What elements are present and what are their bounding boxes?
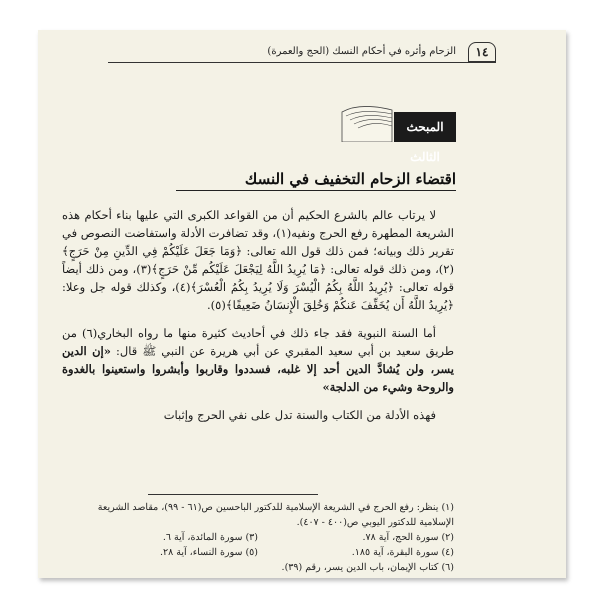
footnote-1: (١) ينظر: رفع الحرج في الشريعة الإسلامية للدكتور الباحسين ص(٦١ - ٩٩)، مقاصد الشريعة الإسلامية للدكتور اليوبي ص(٤٠٠ - ٤٠٧). [97, 502, 454, 528]
section-pages-ornament [340, 102, 394, 142]
book-page [38, 30, 566, 578]
paragraph-3: فهذه الأدلة من الكتاب والسنة تدل على نفي الحرج وإثبات [163, 408, 436, 422]
footnote-6: (٦) كتاب الإيمان، باب الدين يسر، رقم (٣٩). [281, 562, 454, 573]
footnote-row-2 [62, 530, 454, 545]
hadith-text: «إن الدين يسر، ولن يُشادَّ الدين أحد إلا غلبه، فسددوا وقاربوا وأبشروا واستعينوا بالغدوة والروحة وشيء من الدلجة» [62, 344, 454, 394]
paragraph-2-text: أما السنة النبوية فقد جاء ذلك في أحاديث كثيرة منها ما رواه البخاري(٦) من طريق سعيد بن أبي سعيد المقبري عن أبي هريرة عن النبي ﷺ قال: [62, 326, 454, 358]
running-title: الزحام وأثره في أحكام النسك (الحج والعمرة) [267, 46, 456, 57]
footnote-row-3 [62, 545, 454, 560]
footnote-3: (٣) سورة المائدة، آية ٦. [162, 532, 258, 543]
footnotes [62, 500, 454, 575]
running-header [108, 40, 496, 63]
section-title-rule [176, 190, 456, 191]
footnote-5: (٥) سورة النساء، آية ٢٨. [160, 547, 258, 558]
paragraph-2 [62, 324, 454, 396]
section-title: اقتضاء الزحام التخفيف في النسك [244, 170, 456, 188]
footnote-separator [148, 494, 318, 495]
footnote-4: (٤) سورة البقرة، آية ١٨٥. [351, 547, 454, 558]
footnote-2: (٢) سورة الحج، آية ٧٨. [362, 532, 454, 543]
section-label: المبحث الثالث [394, 112, 456, 142]
paragraph-1: لا يرتاب عالم بالشرع الحكيم أن من القواعد الكبرى التي عليها بناء أحكام هذه الشريعة المطهرة رفع الحرج ونفيه(١)، وقد تضافرت الأدلة واستفاضت النصوص في تقرير ذلك وبيانه؛ فمن ذلك قول الله تعالى: ﴿وَمَا جَعَلَ عَلَيْكُمْ فِي الدِّينِ مِنْ حَرَجٍ﴾(٢)، ومن ذلك قوله تعالى: ﴿مَا يُرِيدُ اللَّهُ لِيَجْعَلَ عَلَيْكُم مِّنْ حَرَجٍ﴾(٣)، ومن ذلك أيضاً قوله تعالى: ﴿يُرِيدُ اللَّهُ بِكُمُ الْيُسْرَ وَلَا يُرِيدُ بِكُمُ الْعُسْرَ﴾(٤)، وكذلك قوله جل وعلا: ﴿يُرِيدُ اللَّهُ أَن يُخَفِّفَ عَنكُمْ وَخُلِقَ الْإِنسَانُ ضَعِيفًا﴾(٥). [62, 208, 454, 312]
body-text [62, 206, 454, 434]
page-number: ١٤ [468, 42, 496, 62]
